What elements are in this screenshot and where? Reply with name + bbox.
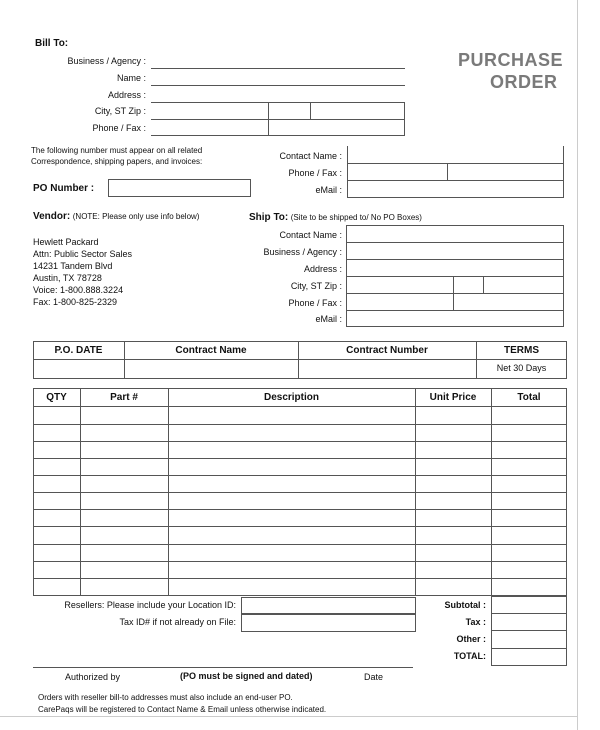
ship-zip-field[interactable] (484, 277, 563, 293)
contract-name-field[interactable] (125, 360, 297, 378)
description-header: Description (263, 392, 319, 403)
contact-email-field[interactable] (348, 181, 563, 197)
ship-city-label: City, ST Zip : (290, 281, 342, 291)
date-label: Date (364, 672, 384, 682)
reseller-taxid-label: Tax ID# if not already on File: (119, 617, 236, 627)
bill-to-phone-label: Phone / Fax : (92, 123, 146, 133)
vendor-line-2: Attn: Public Sector Sales (33, 249, 133, 259)
ship-address-label: Address : (303, 264, 342, 274)
notice-line1: The following number must appear on all related (31, 146, 203, 155)
grand-total-label: TOTAL: (453, 651, 486, 661)
bill-to-fax-field[interactable] (269, 120, 404, 135)
doc-title-line2: ORDER (490, 72, 558, 92)
po-number-label: PO Number : (33, 183, 95, 194)
ship-state-field[interactable] (454, 277, 482, 293)
page-edge (577, 0, 600, 730)
ship-contact-field[interactable] (347, 226, 563, 242)
authorized-by-label: Authorized by (65, 672, 121, 682)
ship-contact-label: Contact Name : (279, 230, 342, 240)
vendor-line-4: Austin, TX 78728 (33, 273, 102, 283)
bill-to-city-field[interactable] (151, 103, 268, 119)
tax-field[interactable] (492, 614, 566, 630)
ship-city-field[interactable] (347, 277, 452, 293)
qty-header: QTY (46, 392, 67, 403)
reseller-location-field[interactable] (241, 597, 416, 614)
ship-phone-field[interactable] (347, 294, 452, 310)
footer-line2: CarePaqs will be registered to Contact Name & Email unless otherwise indicated. (38, 705, 327, 714)
subtotal-field[interactable] (492, 597, 566, 613)
po-date-header: P.O. DATE (54, 345, 103, 356)
ship-phone-label: Phone / Fax : (288, 298, 342, 308)
bill-to-name-label: Name : (116, 73, 146, 83)
ship-fax-field[interactable] (454, 294, 563, 310)
vendor-line-1: Hewlett Packard (33, 237, 99, 247)
contact-phone-label: Phone / Fax : (288, 168, 342, 178)
contact-email-label: eMail : (315, 185, 342, 195)
line-items-rows[interactable] (34, 407, 566, 595)
terms-header: TERMS (504, 345, 539, 356)
bill-to-phone-field[interactable] (151, 120, 268, 135)
contact-phone-field[interactable] (348, 164, 446, 180)
bill-to-heading: Bill To: (35, 38, 69, 49)
ship-business-label: Business / Agency : (263, 247, 342, 257)
vendor-note: (NOTE: Please only use info below) (72, 212, 200, 221)
bill-to-business-field[interactable] (151, 51, 405, 69)
terms-value: Net 30 Days (496, 363, 547, 373)
other-label: Other : (456, 634, 486, 644)
ship-to-note: (Site to be shipped to/ No PO Boxes) (290, 213, 422, 222)
other-field[interactable] (492, 631, 566, 648)
ship-to-heading: Ship To: (249, 212, 289, 223)
grand-total-field[interactable] (492, 649, 566, 665)
ship-business-field[interactable] (347, 243, 563, 259)
part-header: Part # (110, 392, 138, 403)
signature-note: (PO must be signed and dated) (180, 671, 313, 681)
po-number-field[interactable] (108, 179, 251, 197)
contact-fax-field[interactable] (448, 164, 563, 180)
contact-name-label: Contact Name : (279, 151, 342, 161)
unit-price-header: Unit Price (429, 392, 477, 403)
ship-to-header (249, 212, 422, 223)
notice-line2: Correspondence, shipping papers, and invoices: (31, 157, 203, 166)
doc-title-line1: PURCHASE (458, 50, 564, 70)
tax-label: Tax : (465, 617, 486, 627)
reseller-location-label: Resellers: Please include your Location ID: (64, 600, 236, 610)
reseller-taxid-field[interactable] (241, 614, 416, 632)
vendor-line-3: 14231 Tandem Blvd (33, 261, 113, 271)
po-date-field[interactable] (34, 360, 123, 378)
footer-line1: Orders with reseller bill-to addresses must also include an end-user PO. (38, 693, 293, 702)
vendor-heading: Vendor: (33, 211, 71, 222)
contract-number-header: Contract Number (346, 345, 428, 356)
contract-name-header: Contract Name (175, 345, 247, 356)
bill-to-name-field[interactable] (151, 69, 405, 85)
ship-email-field[interactable] (347, 311, 563, 326)
vendor-line-6: Fax: 1-800-825-2329 (33, 297, 118, 307)
ship-address-field[interactable] (347, 260, 563, 276)
vendor-header (33, 211, 199, 222)
contract-number-field[interactable] (299, 360, 475, 378)
contact-name-field[interactable] (348, 147, 563, 162)
bill-to-address-label: Address : (107, 90, 146, 100)
ship-email-label: eMail : (315, 314, 342, 324)
bill-to-city-label: City, ST Zip : (94, 106, 146, 116)
bill-to-zip-field[interactable] (311, 103, 404, 119)
signature-line[interactable] (33, 667, 413, 668)
bill-to-address-field[interactable] (151, 86, 405, 102)
vendor-line-5: Voice: 1-800.888.3224 (33, 285, 124, 295)
bill-to-state-field[interactable] (269, 103, 310, 119)
bill-to-business-label: Business / Agency : (67, 56, 146, 66)
total-header: Total (517, 392, 541, 403)
subtotal-label: Subtotal : (444, 600, 486, 610)
